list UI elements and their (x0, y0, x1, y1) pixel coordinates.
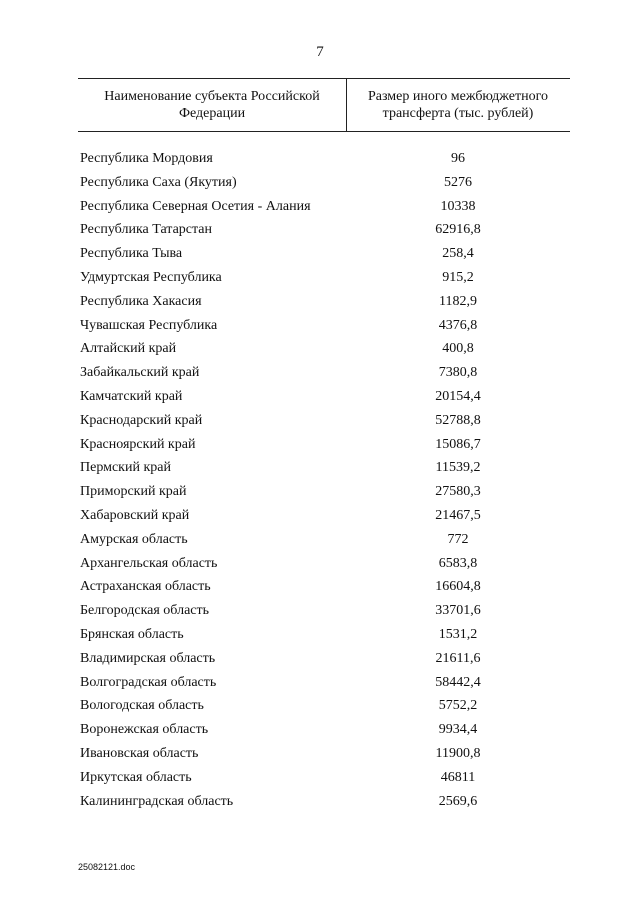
region-name: Приморский край (80, 484, 187, 500)
transfer-amount: 6583,8 (438, 555, 478, 571)
transfer-amount: 915,2 (442, 269, 474, 285)
table-row (0, 792, 640, 816)
region-name: Забайкальский край (80, 365, 200, 381)
transfer-amount: 62916,8 (435, 222, 481, 238)
region-name: Республика Мордовия (80, 151, 213, 166)
table-row (0, 673, 640, 697)
transfer-amount: 772 (447, 531, 469, 547)
region-name: Алтайский край (80, 341, 177, 357)
table-header-bottom-rule (78, 131, 570, 132)
region-name: Амурская область (80, 531, 188, 547)
table-row (0, 601, 640, 625)
transfer-amount: 400,8 (442, 341, 474, 357)
transfer-amount: 46811 (440, 769, 476, 785)
table-row (0, 339, 640, 363)
region-name: Вологодская область (80, 698, 204, 714)
region-name: Воронежская область (80, 722, 209, 738)
region-name: Ивановская область (80, 745, 199, 761)
region-name: Красноярский край (80, 436, 196, 452)
transfer-amount: 5276 (444, 174, 472, 190)
region-name: Республика Саха (Якутия) (80, 174, 237, 190)
table-row (0, 268, 640, 292)
table-row (0, 292, 640, 316)
header-region-name: Наименование субъекта Российской Федерации (104, 88, 320, 121)
transfer-amount: 16604,8 (435, 579, 481, 595)
table-row (0, 649, 640, 673)
region-name: Республика Северная Осетия - Алания (80, 198, 311, 214)
transfer-amount: 96 (451, 151, 465, 166)
region-name: Республика Тыва (80, 246, 183, 262)
table-row (0, 149, 640, 173)
transfer-amount: 11900,8 (435, 745, 481, 761)
region-name: Иркутская область (80, 769, 192, 785)
transfer-amount: 7380,8 (438, 365, 478, 381)
table-row (0, 482, 640, 506)
transfer-amount: 2569,6 (438, 793, 478, 809)
region-name: Архангельская область (80, 555, 218, 571)
transfer-amount: 52788,8 (435, 412, 481, 428)
transfer-amount: 33701,6 (435, 603, 481, 619)
table-row (0, 435, 640, 459)
transfer-amount: 21467,5 (435, 507, 481, 523)
transfer-amount: 20154,4 (435, 388, 481, 404)
table-row (0, 720, 640, 744)
document-filename: 25082121.doc (78, 862, 136, 872)
transfer-amount: 10338 (440, 198, 476, 214)
table-row (0, 744, 640, 768)
header-transfer-amount: Размер иного межбюджетного трансферта (тыс. рублей) (367, 88, 549, 121)
region-name: Белгородская область (80, 603, 210, 619)
transfer-amount: 21611,6 (435, 650, 481, 666)
transfer-amount: 58442,4 (435, 674, 481, 690)
table-row (0, 577, 640, 601)
transfer-amount: 9934,4 (438, 722, 478, 738)
table-body (0, 149, 640, 815)
region-name: Калининградская область (80, 793, 234, 809)
region-name: Удмуртская Республика (80, 269, 222, 285)
table-row (0, 506, 640, 530)
region-name: Владимирская область (80, 650, 216, 666)
table-row (0, 530, 640, 554)
table-row (0, 387, 640, 411)
transfer-amount: 15086,7 (435, 436, 481, 452)
transfer-amount: 258,4 (442, 246, 474, 262)
table-row (0, 197, 640, 221)
table-row (0, 316, 640, 340)
table-row (0, 363, 640, 387)
region-name: Пермский край (80, 460, 171, 476)
transfer-amount: 27580,3 (435, 484, 481, 500)
region-name: Хабаровский край (80, 507, 190, 523)
region-name: Волгоградская область (80, 674, 217, 690)
region-name: Республика Хакасия (80, 293, 202, 309)
table-row (0, 625, 640, 649)
transfer-amount: 5752,2 (438, 698, 478, 714)
region-name: Брянская область (80, 626, 184, 642)
transfer-amount: 4376,8 (438, 317, 478, 333)
table-row (0, 696, 640, 720)
region-name: Камчатский край (80, 388, 183, 404)
table-row (0, 768, 640, 792)
region-name: Астраханская область (80, 579, 211, 595)
region-name: Чувашская Республика (80, 317, 218, 333)
page-number: 7 (316, 44, 324, 60)
table-row (0, 173, 640, 197)
table-row (0, 244, 640, 268)
table-row (0, 554, 640, 578)
region-name: Республика Татарстан (80, 222, 213, 238)
transfer-amount: 1182,9 (439, 293, 477, 309)
transfer-amount: 11539,2 (435, 460, 481, 476)
transfer-amount: 1531,2 (438, 626, 478, 642)
table-row (0, 220, 640, 244)
table-row (0, 458, 640, 482)
region-name: Краснодарский край (80, 412, 203, 428)
table-row (0, 411, 640, 435)
